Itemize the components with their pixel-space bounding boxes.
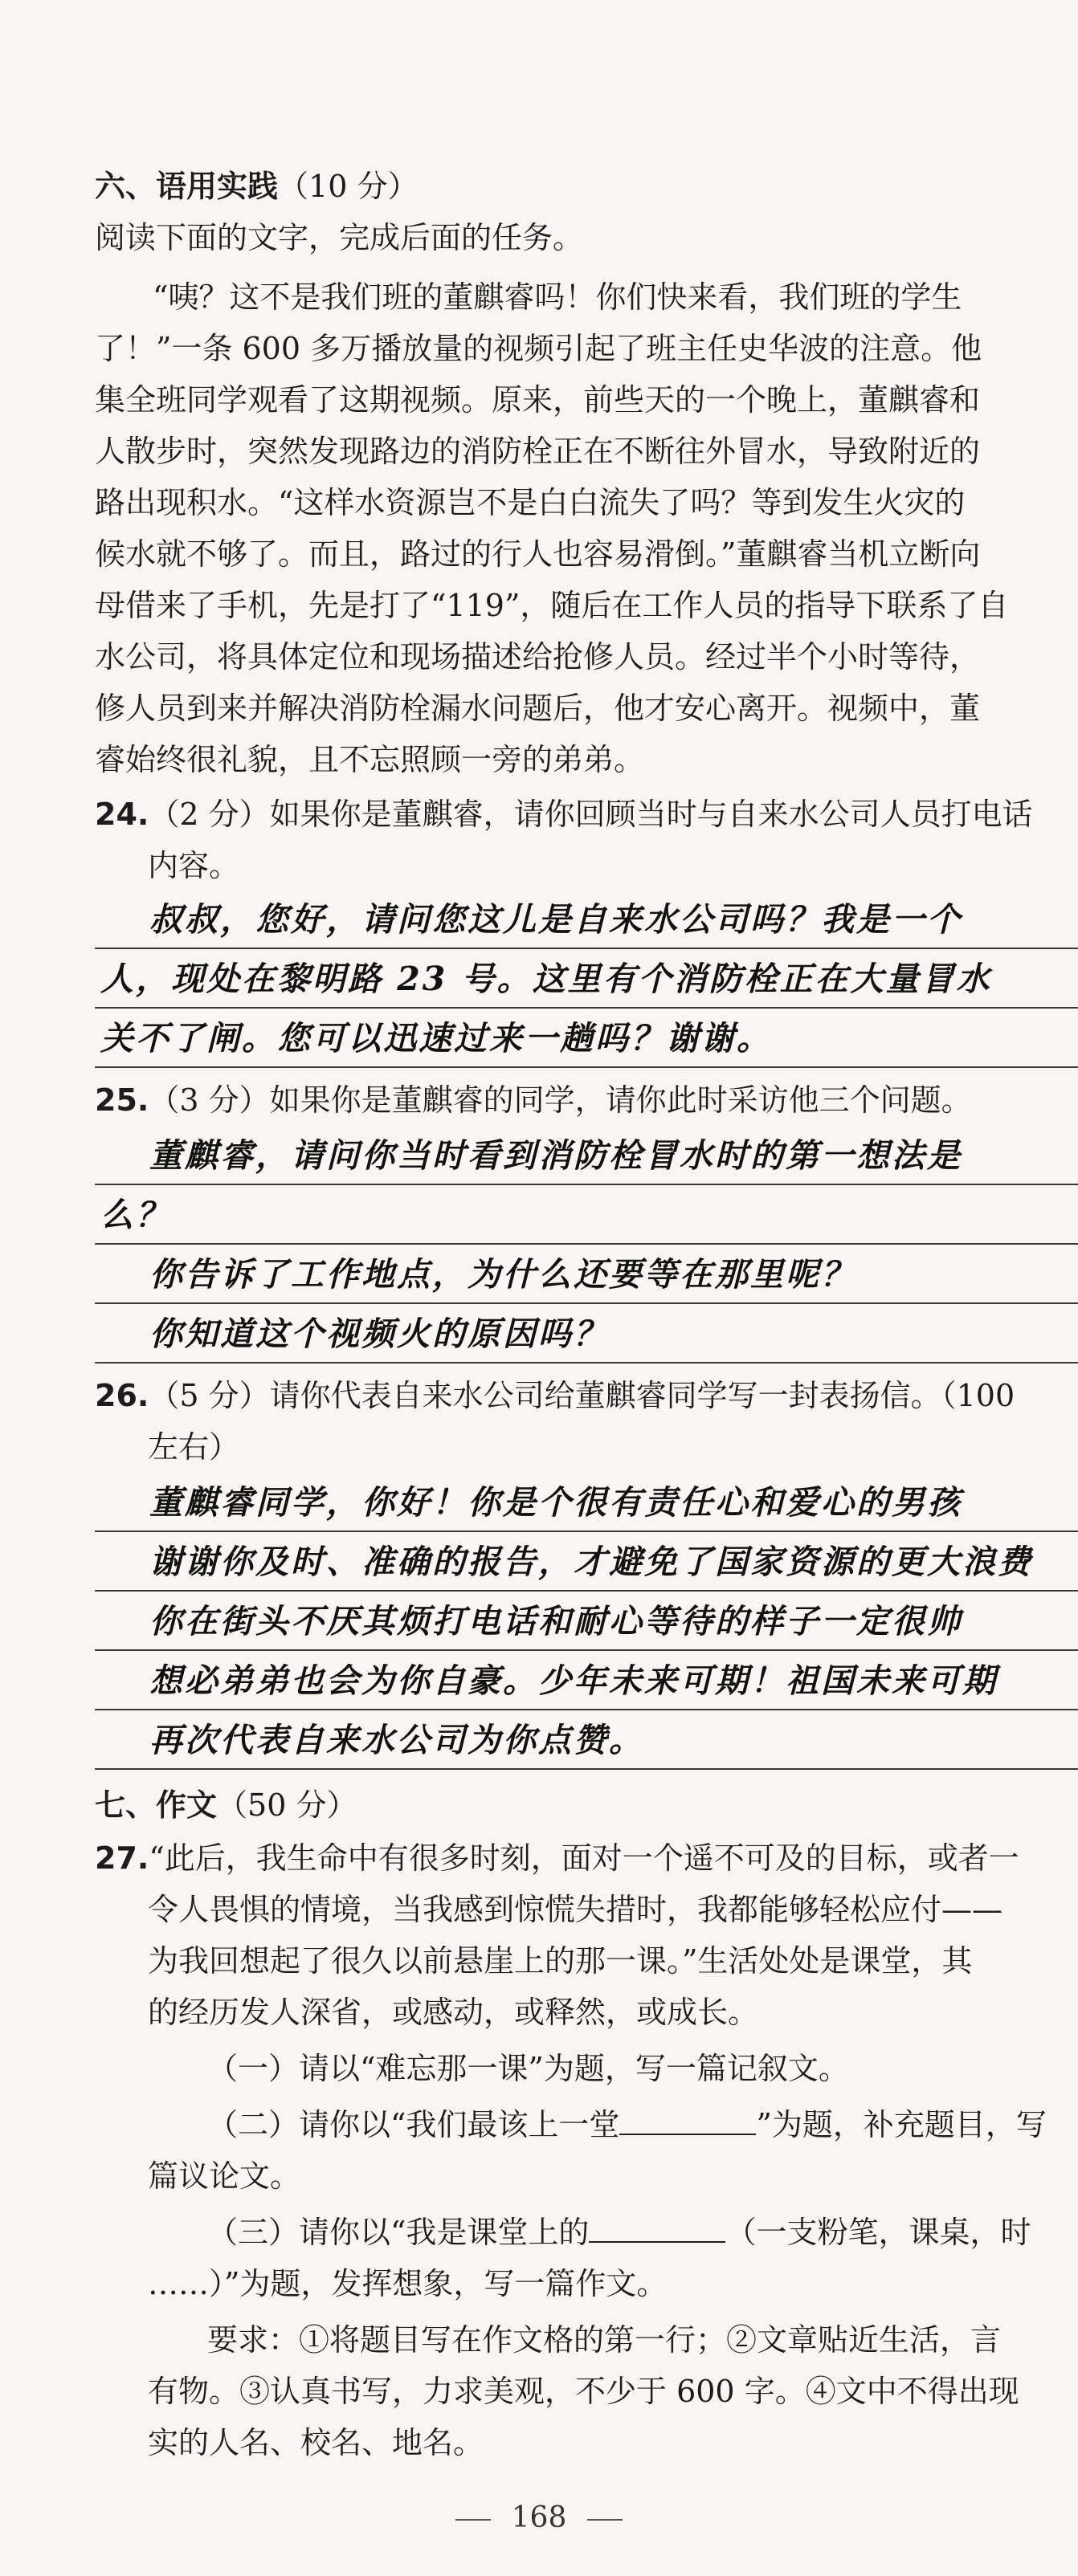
- option-text: ”为题，补充题目，写: [756, 2107, 1047, 2142]
- answer-rule: [95, 1243, 1078, 1245]
- section7-title: 七、作文: [95, 1787, 218, 1823]
- answer-rule: [95, 1362, 1078, 1363]
- passage-line: 母借来了手机，先是打了“119”，随后在工作人员的指导下联系了自: [95, 588, 1009, 623]
- question-text: （5 分）请你代表自来水公司给董麒睿同学写一封表扬信。（100: [149, 1378, 1015, 1413]
- essay-option-3: [207, 2207, 1078, 2258]
- passage-line: 了！”一条 600 多万播放量的视频引起了班主任史华波的注意。他: [95, 331, 982, 366]
- question-27-line: 为我回想起了很久以前悬崖上的那一课。”生活处处是课堂，其: [148, 1943, 973, 1979]
- question-25: [95, 1074, 1078, 1126]
- essay-option-1: （一）请以“难忘那一课”为题，写一篇记叙文。: [207, 2051, 849, 2086]
- answer-line: 想必弟弟也会为你自豪。少年未来可期！祖国未来可期: [149, 1661, 998, 1700]
- option-text: （二）请你以“我们最该上一堂: [207, 2107, 620, 2142]
- essay-requirements: 要求：①将题目写在作文格的第一行；②文章贴近生活，言: [207, 2322, 1002, 2358]
- answer-line: 董麒睿，请问你当时看到消防栓冒水时的第一想法是: [149, 1136, 962, 1175]
- question-text: （2 分）如果你是董麒睿，请你回顾当时与自来水公司人员打电话: [149, 797, 1033, 832]
- answer-line: 么？: [100, 1196, 171, 1234]
- answer-rule: [95, 1066, 1078, 1068]
- answer-line: 再次代表自来水公司为你点赞。: [149, 1721, 644, 1759]
- essay-option-2: [207, 2099, 1078, 2150]
- question-number: 26.: [95, 1378, 149, 1413]
- passage-line: 修人员到来并解决消防栓漏水问题后，他才安心离开。视频中，董: [95, 691, 981, 726]
- page-footer: [0, 2494, 1078, 2542]
- answer-rule: [95, 1531, 1078, 1532]
- option-text: （一支粉笔，课桌，时: [725, 2215, 1031, 2250]
- question-27-line: 令人畏惧的情境，当我感到惊慌失措时，我都能够轻松应付——: [148, 1892, 1003, 1927]
- question-number: 25.: [95, 1082, 149, 1118]
- section6-heading: [95, 161, 1078, 212]
- question-text: （3 分）如果你是董麒睿的同学，请你此时采访他三个问题。: [149, 1082, 972, 1118]
- answer-rule: [95, 1302, 1078, 1304]
- answer-line: 谢谢你及时、准确的报告，才避免了国家资源的更大浪费: [149, 1543, 1033, 1581]
- answer-rule: [95, 948, 1078, 949]
- answer-rule: [95, 1709, 1078, 1710]
- answer-line: 你告诉了工作地点，为什么还要等在那里呢？: [149, 1255, 856, 1294]
- answer-line: 你在街头不厌其烦打电话和耐心等待的样子一定很帅: [149, 1602, 962, 1641]
- passage-line: 水公司，将具体定位和现场描述给抢修人员。经过半个小时等待，: [95, 639, 981, 675]
- option-text: （三）请你以“我是课堂上的: [207, 2215, 590, 2250]
- section6-title: 六、语用实践: [95, 169, 279, 204]
- section6-instruction: 阅读下面的文字，完成后面的任务。: [95, 220, 584, 255]
- passage-line: 集全班同学观看了这期视频。原来，前些天的一个晚上，董麒睿和: [95, 382, 981, 418]
- answer-rule: [95, 1590, 1078, 1592]
- answer-line: 董麒睿同学，你好！你是个很有责任心和爱心的男孩: [149, 1483, 962, 1522]
- passage-line: 候水就不够了。而且，路过的行人也容易滑倒。”董麒睿当机立断向: [95, 536, 981, 572]
- page-number: 168: [511, 2501, 567, 2534]
- answer-line: 叔叔，您好，请问您这儿是自来水公司吗？我是一个: [149, 900, 962, 939]
- answer-rule: [95, 1649, 1078, 1651]
- essay-option-3-cont: ……）”为题，发挥想象，写一篇作文。: [148, 2266, 668, 2301]
- question-24: [95, 789, 1078, 840]
- essay-requirements-cont: 实的人名、校名、地名。: [148, 2425, 484, 2460]
- answer-rule: [95, 1007, 1078, 1009]
- essay-option-2-cont: 篇议论文。: [148, 2158, 301, 2194]
- question-26: [95, 1370, 1078, 1421]
- footer-dash: [587, 2519, 623, 2521]
- section7-heading: [95, 1779, 1078, 1831]
- section6-score: （10 分）: [278, 169, 419, 204]
- question-26-cont: 左右）: [148, 1429, 240, 1465]
- answer-rule: [95, 1184, 1078, 1185]
- passage-line: “咦？这不是我们班的董麒睿吗！你们快来看，我们班的学生: [153, 279, 962, 315]
- question-27: [95, 1832, 1078, 1884]
- question-number: 24.: [95, 797, 149, 832]
- passage-line: 睿始终很礼貌，且不忘照顾一旁的弟弟。: [95, 742, 645, 777]
- question-text: “此后，我生命中有很多时刻，面对一个遥不可及的目标，或者一: [149, 1840, 1019, 1876]
- fill-blank: [619, 2109, 756, 2135]
- passage-line: 人散步时，突然发现路边的消防栓正在不断往外冒水，导致附近的: [95, 434, 981, 469]
- answer-line: 关不了闸。您可以迅速过来一趟吗？谢谢。: [100, 1019, 772, 1058]
- fill-blank: [589, 2217, 725, 2243]
- question-number: 27.: [95, 1840, 149, 1876]
- answer-line: 你知道这个视频火的原因吗？: [149, 1314, 609, 1353]
- answer-rule: [95, 1768, 1078, 1770]
- passage-line: 路出现积水。“这样水资源岂不是白白流失了吗？等到发生火灾的: [95, 485, 966, 520]
- answer-line: 人，现处在黎明路 23 号。这里有个消防栓正在大量冒水: [100, 960, 992, 998]
- section7-score: （50 分）: [217, 1787, 357, 1823]
- question-27-line: 的经历发人深省，或感动，或释然，或成长。: [148, 1995, 759, 2030]
- essay-requirements-cont: 有物。③认真书写，力求美观，不少于 600 字。④文中不得出现: [148, 2374, 1019, 2409]
- footer-dash: [455, 2519, 491, 2521]
- question-24-cont: 内容。: [148, 848, 240, 883]
